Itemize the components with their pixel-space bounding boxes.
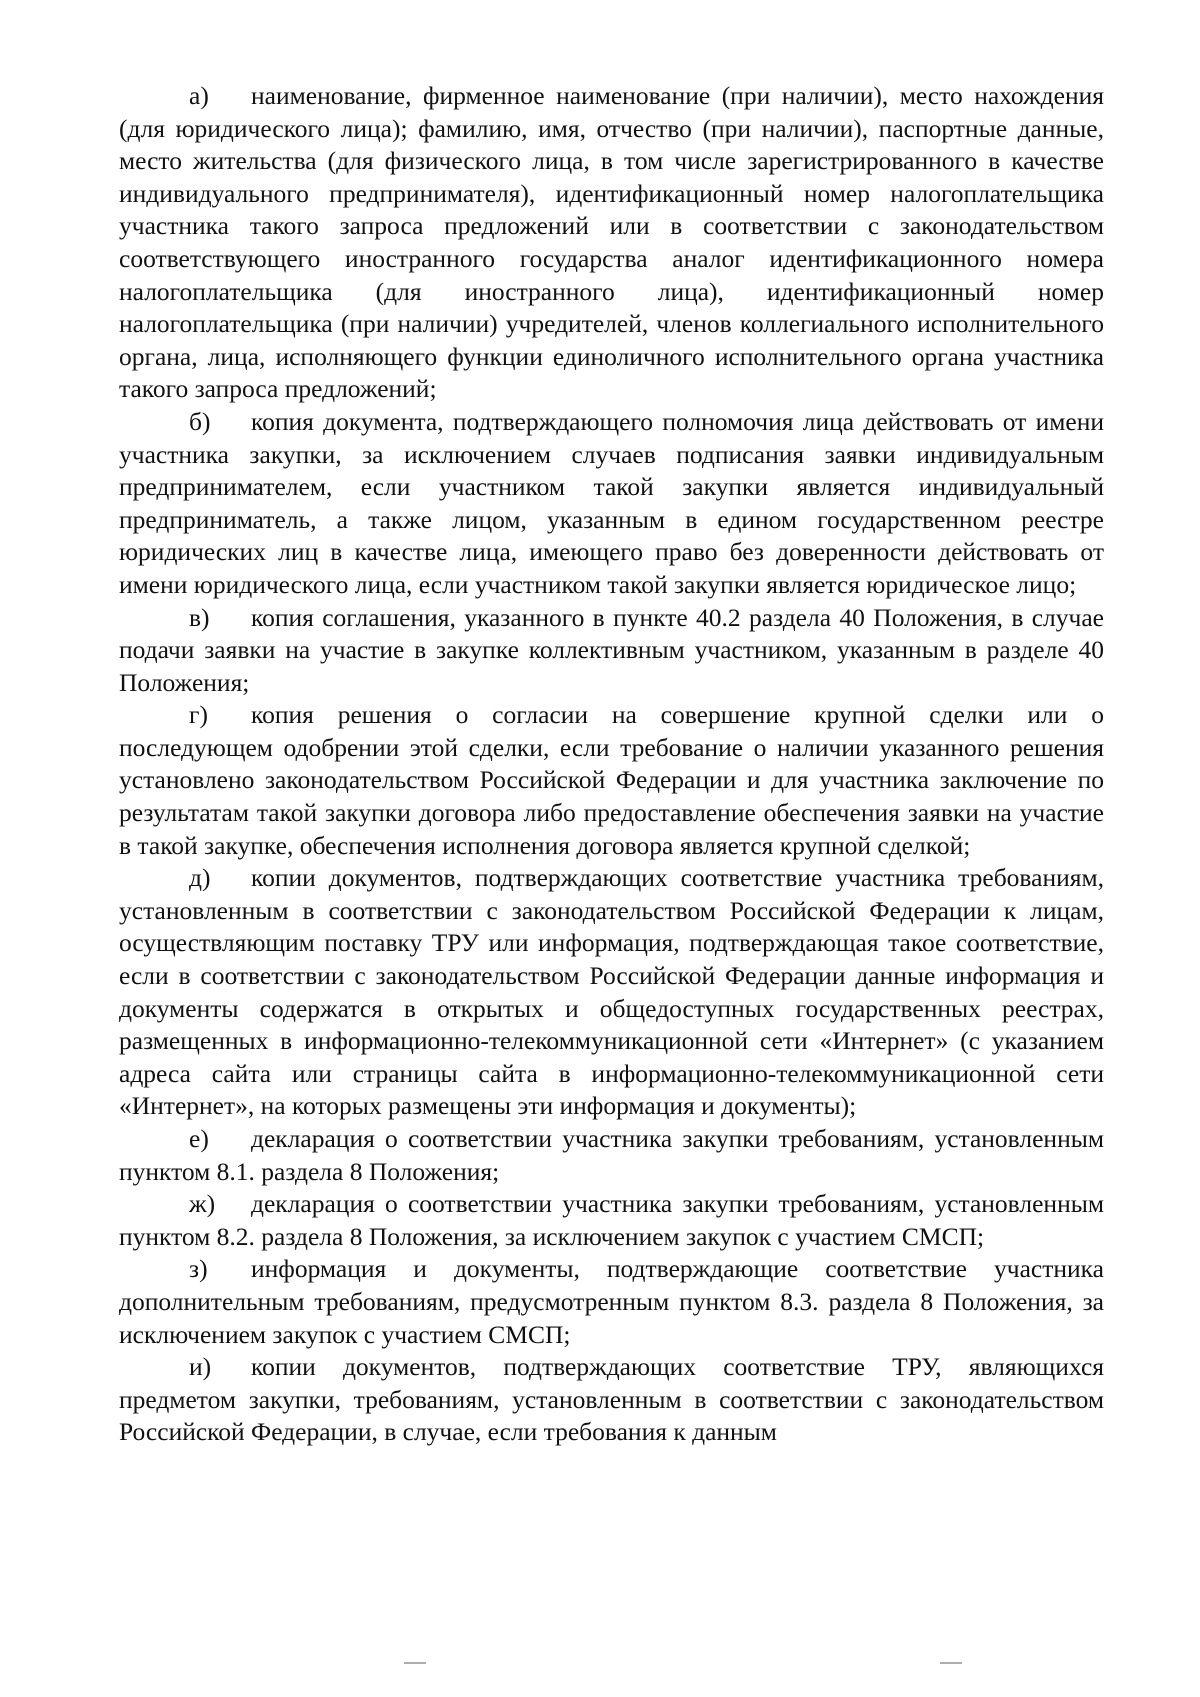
item-marker: г) [189,700,208,730]
item-text: копии документов, подтверждающих соответствие ТРУ, являющихся предметом закупки, требованиям, установленным в соответствии с законодательством Российской Федерации, в случае, если требования к данным [119,1352,1104,1447]
item-text: декларация о соответствии участника закупки требованиям, установленным пунктом 8.1. раздела 8 Положения; [119,1124,1104,1186]
scan-artifact-left [404,1662,426,1664]
item-text: информация и документы, подтверждающие соответствие участника дополнительным требованиям, предусмотренным пунктом 8.3. раздела 8 Положения, за исключением закупок с участием СМСП; [119,1254,1104,1349]
item-text: копия документа, подтверждающего полномочия лица действовать от имени участника закупки, за исключением случаев подписания заявки индивидуальным предпринимателем, если участником такой закупки является индивидуальный предприниматель, а также лицом, указанным в едином государственном реестре юридических лиц в качестве лица, имеющего право без доверенности действовать от имени юридического лица, если участником такой закупки является юридическое лицо; [119,406,1104,599]
list-item-g [119,699,1104,862]
list-item-e [119,1123,1104,1188]
item-marker: и) [189,1352,212,1382]
list-item-z [119,1253,1104,1351]
list-item-a [119,80,1104,406]
list-item-d [119,862,1104,1123]
item-marker: в) [189,602,210,632]
list-item-zh [119,1188,1104,1253]
list-item-b [119,406,1104,602]
item-text: копия соглашения, указанного в пункте 40.2 раздела 40 Положения, в случае подачи заявки на участие в закупке коллективным участником, указанным в разделе 40 Положения; [119,602,1104,697]
item-marker: д) [189,863,211,893]
item-marker: ж) [189,1189,216,1219]
item-marker: е) [189,1124,209,1153]
item-text: копия решения о согласии на совершение крупной сделки или о последующем одобрении этой сделки, если требование о наличии указанного решения установлено законодательством Российской Федерации и для участника заключение по результатам такой закупки договора либо предоставление обеспечения заявки на участие в такой закупке, обеспечения исполнения договора является крупной сделкой; [119,700,1104,860]
list-item-v [119,602,1104,700]
item-text: декларация о соответствии участника закупки требованиям, установленным пунктом 8.2. раздела 8 Положения, за исключением закупок с участием СМСП; [119,1189,1104,1251]
item-marker: з) [189,1254,208,1284]
item-marker: а) [189,81,209,110]
item-text: наименование, фирменное наименование (при наличии), место нахождения (для юридического лица); фамилию, имя, отчество (при наличии), паспортные данные, место жительства (для физического лица, в том числе зарегистрированного в качестве индивидуального предпринимателя), идентификационный номер налогоплательщика участника такого запроса предложений или в соответствии с законодательством соответствующего иностранного государства аналог идентификационного номера налогоплательщика (для иностранного лица), идентификационный номер налогоплательщика (при наличии) учредителей, членов коллегиального исполнительного органа, лица, исполняющего функции единоличного исполнительного органа участника такого запроса предложений; [119,81,1104,404]
document-body [119,80,1104,1449]
scan-artifact-right [940,1662,962,1664]
list-item-i [119,1351,1104,1449]
item-marker: б) [189,406,211,436]
item-text: копии документов, подтверждающих соответствие участника требованиям, установленным в соответствии с законодательством Российской Федерации к лицам, осуществляющим поставку ТРУ или информация, подтверждающая такое соответствие, если в соответствии с законодательством Российской Федерации данные информация и документы содержатся в открытых и общедоступных государственных реестрах, размещенных в информационно-телекоммуникационной сети «Интернет» (с указанием адреса сайта или страницы сайта в информационно-телекоммуникационной сети «Интернет», на которых размещены эти информация и документы); [119,863,1104,1121]
